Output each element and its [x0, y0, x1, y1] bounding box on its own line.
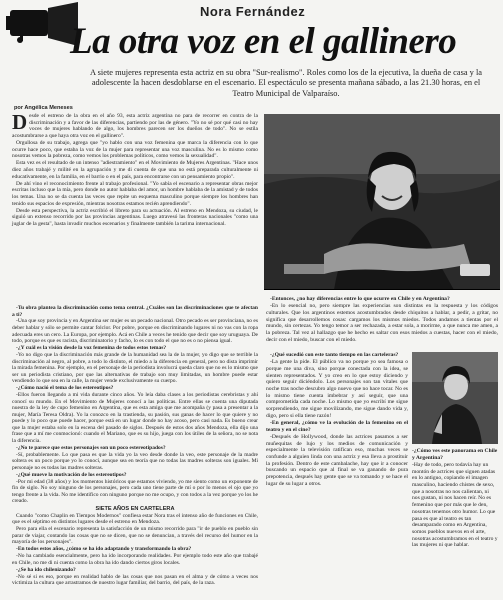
right-top-column	[266, 296, 498, 344]
interview-question: -¿No te parece que estos personajes son un poco estereotipados?	[16, 444, 166, 451]
interview-column	[12, 305, 258, 587]
interview-answer: -Hay de todo, pero todavía hay un montón de actrices que siguen atadas en lo antiguo, copiando el imagen masculino, haciendo chistes de sexo, que a nosotras no nos calientan, ni nos gustan, ni nos hacen reír. No es femenino que por más que le den, nosotras tenemos otro humor. Lo que pasa es que al teatro es tan desamparado como en Argentina, somos pueblos nuevos en el arte, nosotras acostumbramos en el teatro y las mujeres ni que hablar.	[412, 461, 498, 549]
body-paragraph: Pero para ella el escenario representa la satisfacción de un mismo recorrido para "ir de pueblo en pueblo sin parar de viajar, contando las cosas que no se dicen, que no se denuncian, a través del recurso del humor en la mayoría de los personajes".	[12, 526, 258, 546]
body-paragraph: Cuando "como Chaplin en Tiempos Modernos" confiesa estar Nora tras el intenso año de funciones en Chile, que es el séptimo en distintos lugares desde el estreno en Mendoza.	[12, 512, 258, 526]
body-paragraph: De ahí vino el reconocimiento frente al trabajo profesional. "Yo sabía el escenario a representar obras mejor escritas incluso que la mía, pero donde no autor hablaba del amor, un hombre hablaba de la amistad y de todos los temas. Una no se da cuenta las veces que repite un esquema masculino porque siempre los hombres han tenido sus espacios de expresión, mientras nosotras estamos recién aprendiendo".	[12, 180, 258, 207]
interview-question: -¿Cómo nació el tema de los estereotipos?	[16, 385, 114, 392]
interview-question: -Tu obra plantea la discriminación como tema central. ¿Cuáles son las discriminaciones que te afectan a ti?	[12, 305, 258, 318]
right-mid-column	[266, 352, 408, 488]
interview-answer: -En lo esencial no, pero siempre las experiencias son distintas en la respuesta y los códigos culturales. Que los argentinos estemos acostumbrados desde chiquitos a hablar, a pedir, a gritar, no significa que desarrollemos cosas: cargamos los mismos miedos. Todos andamos a tientas por el mundo, sin certezas. Yo tengo temor a ser rechazada, a estar sola, a morirme, a que nunca me amen, a la pobreza. Tal vez al hallazgo que he hecho es saltar con esos miedos a cuestas, hacer con el miedo, decir con el miedo, buscar con el miedo.	[266, 303, 498, 343]
interview-answer: -Ellos fueron llegando a mi vida durante cinco años. Yo leía daba clases a los periodistas cerebristas y ahí conocí su mundo. En el Movimiento de Mujeres conocí a las políticas. Entre ellas se cuenta una diputada nuestra de la ley de cupo femenino en Argentina, que es esta amiga que me acompaña (y pasa a presentar a la mujer, María Teresa Oldra). Yo la conozco en la trastienda, su pasión, sus ganas de hacer lo que quiere y no puede y lo poco que puede hacer, porque está en un lugar donde no hay acoso, pero casi nada. Es bueno crear que la mujer estaba solo en la escena del pasado de siglos. Después de estos dos años Mendoza, ella dijo una frase que a mí me conmocionó: cuando el Mariano, que es su hijo, juega con los útiles de la señora, no se nota la diferencia.	[12, 392, 258, 444]
drop-cap: D	[12, 110, 28, 134]
body-paragraph: Esta vez es el resultado de un intenso "adiestramiento" en el Movimiento de Mujeres Argentinas. "Hace unos diez años trabajé y milité en la agrupación y me di cuenta de que una no está preparada culturalmente ni educativamente, en la familia, en el barrio o en el país, para encontrarse con un pensamiento propio".	[12, 160, 258, 180]
narrow-column	[412, 448, 498, 550]
body-paragraph: Orgullosa de su trabajo, agrega que "yo hablo con una voz femenina que marca la diferencia con lo que ocurre hace poco, que estaba la voz de la mujer para representar una voz masculina. No es lo mismo como nosotras vemos la pobreza, como vemos los problemas políticos, como vemos la sexualidad".	[12, 139, 258, 160]
interview-answer: -Después de Hollywood, donde las actrices pasamos a ser muñequitas de lujo y los medios de comunicación y especialmente la televisión ratifican eso, muchas veces se confunde a alguien linda con una actriz y esa lleva a prostituir la profesión. Dentro de este cambalache, hay que ir a conocer buscando un espacio que al final se va ganando de pura prepotencia, después hay gente que se va tomando y se hace el lugar de su lugar a otros.	[266, 433, 408, 487]
interview-question: -¿Qué mueve la motivación de los estereotipos?	[16, 471, 127, 478]
intro-text: esde el estreno de la obra en el año 93, esta actriz argentina no para de recorrer en contra de la discriminación y a favor de las diferencias, partiendo por las de género. "Yo no sé por qué casi no hay voces de mujeres hablando de algo, los hombres parecen ser los dueños de todo". No se estila acostumbrarse a que haya otra voz en el gallinero".	[12, 113, 258, 139]
interview-question: -¿Cómo ves este panorama en Chile y Argentina?	[412, 448, 498, 461]
article-byline: por Angélica Meneses	[14, 105, 73, 111]
interview-question: -¿Qué sucedió con este tanto tiempo en las carteleras?	[270, 352, 399, 358]
author-name: Nora Fernández	[200, 4, 306, 19]
stage-photo	[412, 352, 498, 444]
interview-question: -En todos estos años, ¿cómo se ha ido adaptando y transformando la obra?	[16, 546, 192, 553]
stage-spotlight-icon	[6, 2, 78, 46]
intro-paragraph	[12, 110, 258, 139]
section-subhead: SIETE AÑOS EN CARTELERA	[95, 505, 175, 512]
interview-answer: -Una que soy provincia y en Argentina ser mujer es un pecado nacional. Otro pecado es ser provinciana, no es deber hablar y sólo se permite cantar folclor. Por pobre, porque en discriminando lugares ni no vas con la ropa adecuada eres un cero. La Europa, por ejemplo. Acá en Chile a veces he tenido que decir que soy uruguaya. De todo, porque es que es racista, discriminatorio y facho, lo es con todo el que no es o no piensa igual.	[12, 318, 258, 345]
interview-question: -Entonces, ¿no hay diferencias entre lo que ocurre en Chile y en Argentina?	[270, 296, 450, 302]
article-deck: A siete mujeres representa esta actriz en su obra "Sur-realismo". Roles como los de la ejecutiva, la dueña de casa y la adolescente la hacen desdoblarse en el escenario. El espectáculo se presenta mañana sábado, a las 21.30 horas, en el Teatro Municipal de Valparaíso.	[89, 68, 482, 98]
interview-question: -En general, ¿cómo ve la evolución de la femenino en el teatro y en el cine?	[266, 420, 408, 433]
interview-answer: -La gente la pide. El público va no porque yo sea famosa o porque me una diva, sino porque conectada con la idea, se sienten representados. Y yo creo en lo que estoy diciendo y quiero seguir diciéndolo. Los personajes son tan vitales que noche tras noche descubro algo nuevo que no hace tocar. No es lo mismo tiene cuenta imbebrar y así seguir, que una comprometida cada noche. Lo mismo que yo escribí me sigue sorprendiendo, me sigue movilizando, me sigue dando vida y, digo, pero si ella tiene razón!	[266, 359, 408, 419]
interview-answer: -Por mi edad (38 años) y los momentos históricos que estamos viviendo, yo me siento como un exponente de fin de siglo. No soy ninguno de los personajes, pero cada uno tiene parte de mí o por lo menos el ojo que yo tengo frente a la vida. No me identifico con ninguno porque no me ocupo, y con todos a la vez porque yo los he creado.	[12, 478, 258, 505]
interview-answer: -No ha cambiado esencialmente, pero ha ido incorporando realidades. Por ejemplo todo este año que trabajé en Chile, no me di ni cuenta como la obra ha ido dando ciertos giros locales.	[12, 553, 258, 566]
intro-column	[12, 110, 258, 228]
interview-question: -¿Y cuál es la visión desde la voz femenina de todos estos temas?	[16, 345, 167, 352]
interview-answer: -Sí, probablemente. Lo que pasa es que la vida yo la veo desde donde la veo, este personaje de la madre soltera es un poco porque yo lo conocí, aunque sea en teoría que no todas las madres solteras son iguales. Mi personaje no es todas las madres solteras.	[12, 451, 258, 471]
interview-question: -¿Se ha ido chilenizando?	[16, 566, 76, 573]
interview-answer: -Yo no digo que la discriminación más grande de la humanidad sea la de la mujer, yo digo que se terrible la discriminación al negro, al pobre, a todo lo distinto, el miedo a la diferencia en general, pero no dista imprimir la mirada femenina. Por ejemplo, en el personaje de la periodista involucrá queda claro que no es lo mismo que ser un periodista cristiano, por que las alternativas de trabajo son muy limitadas, un hombre puede estar vendiendo lo que sea en la calle, la mujer vende exclusivamente su cuerpo.	[12, 352, 258, 385]
article-headline: La otra voz en el gallinero	[70, 21, 457, 62]
actress-photo	[264, 114, 500, 290]
body-paragraph: Desde esta perspectiva, la actriz escribió el libreto para su actuación. Al estreno en Mendoza, su ciudad, le siguió un extenso recorrido por las provincias argentinas. Luego atravesó las fronteras nacionales "como una juglar de la gesta", hasta invadir muchos escenarios y finalmente también la tarima internacional.	[12, 207, 258, 227]
interview-answer: -No sé si es eso, porque en realidad hablo de las cosas que nos pasan en el alma y de cómo a veces nos victimiza la cultura que arrastramos de nuestro lugar familiar, del barrio, del país, de la raza.	[12, 573, 258, 587]
